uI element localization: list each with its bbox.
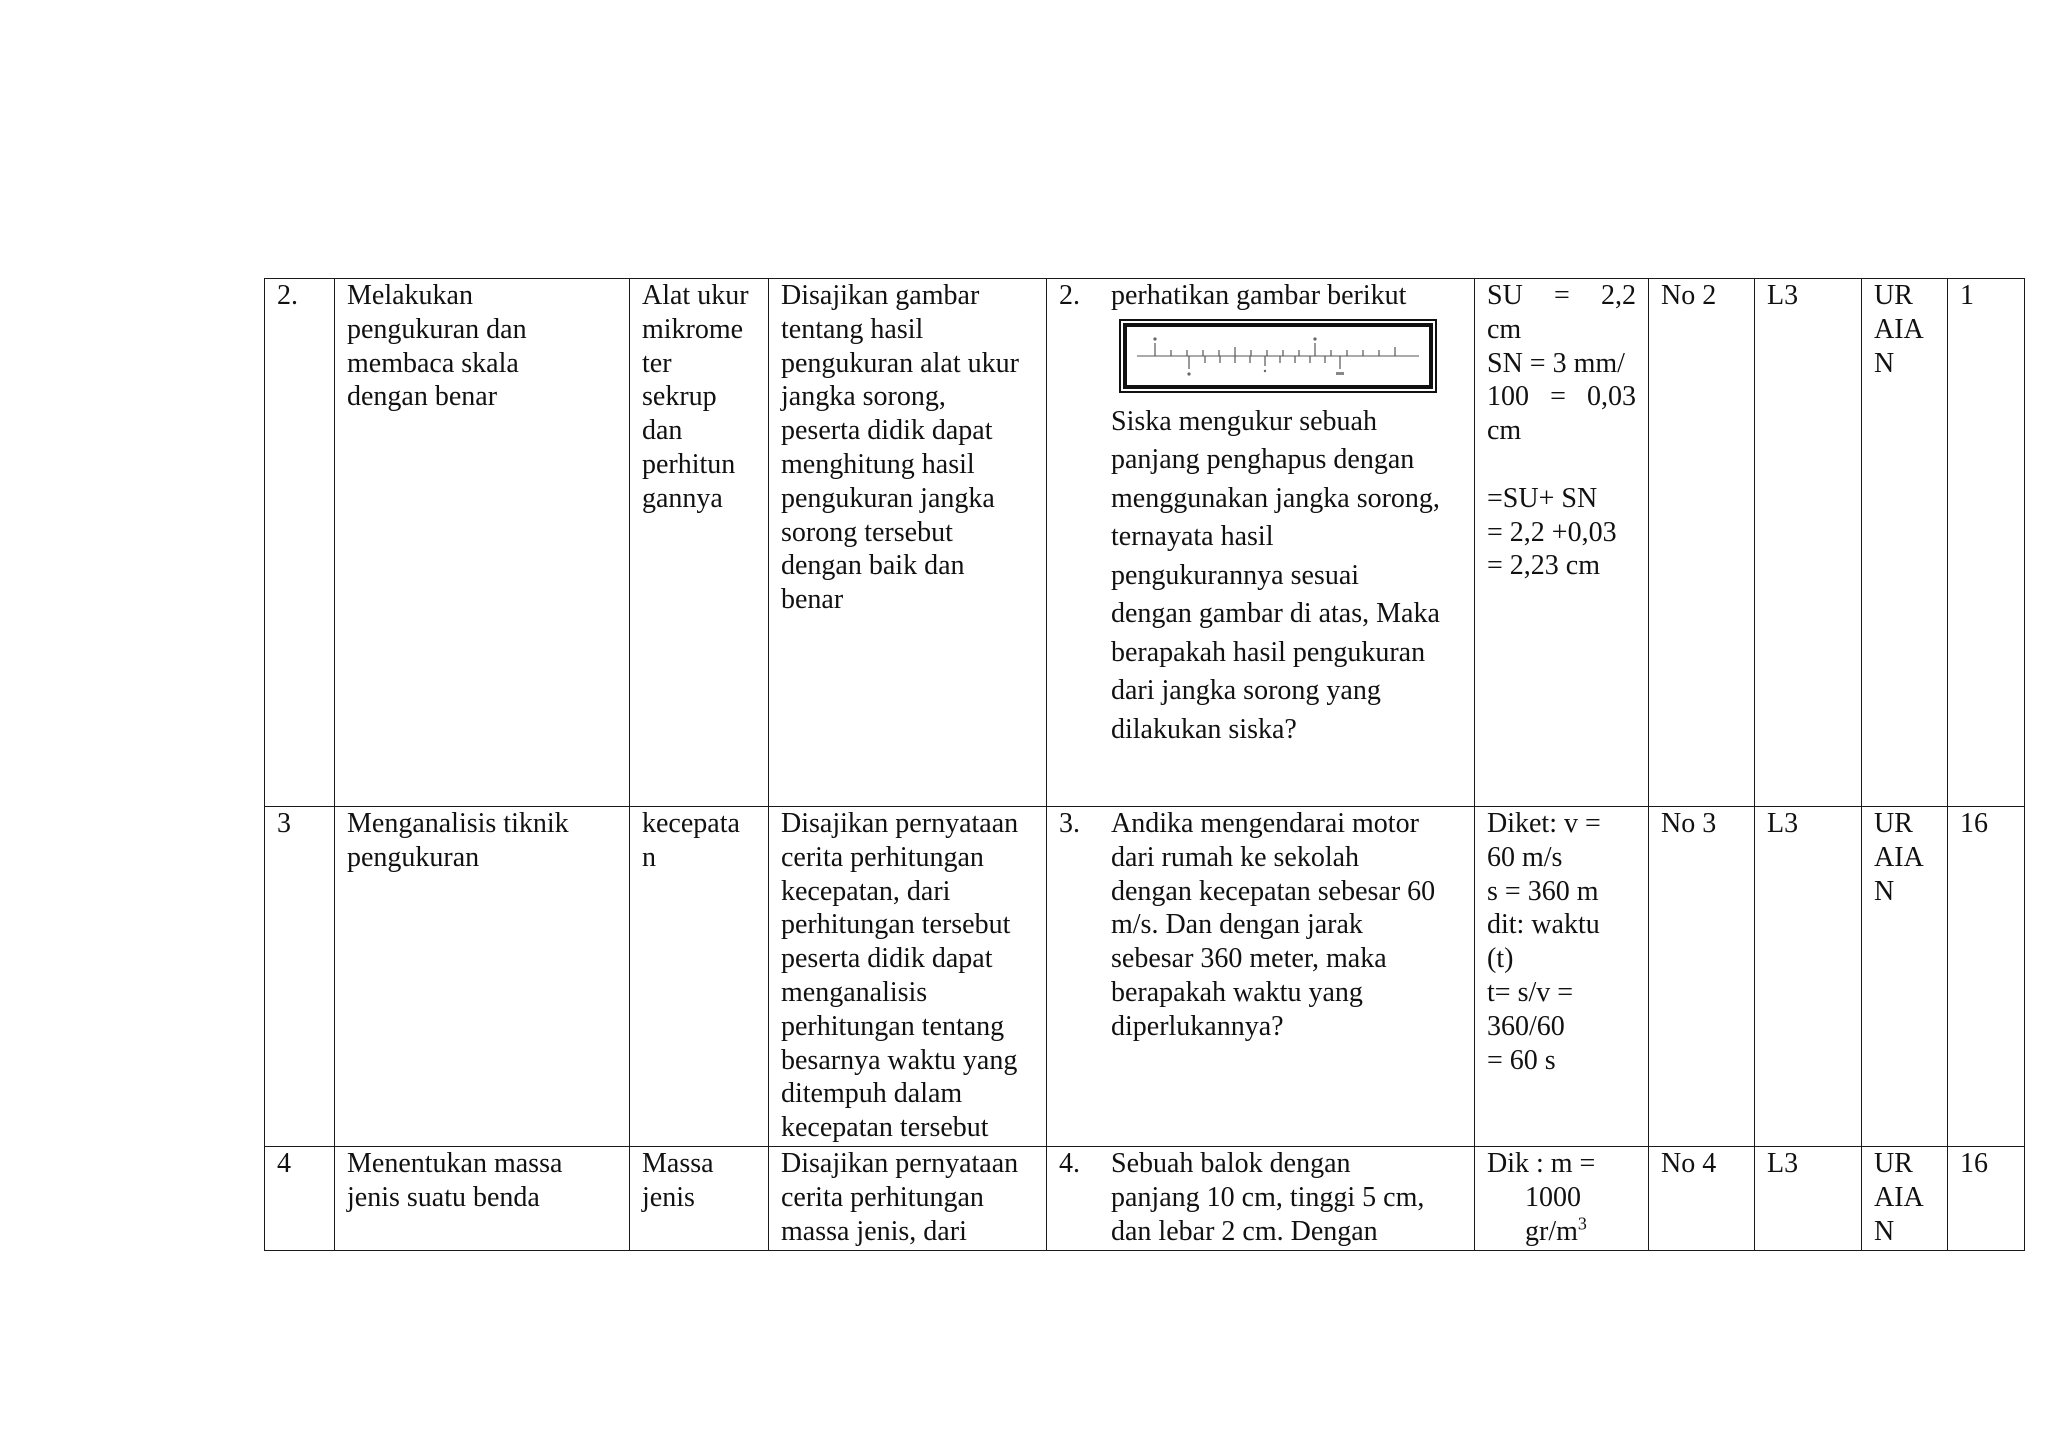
text-line: massa jenis, dari	[781, 1215, 967, 1247]
form-cell	[1862, 807, 1948, 1147]
text-line: dilakukan siska?	[1111, 713, 1297, 745]
answer-su-line: SU = 2,2	[1487, 280, 1636, 311]
level-cell: L3	[1755, 279, 1862, 807]
text-line: pengukuran jangka	[781, 482, 995, 514]
text-line: Dik : m =	[1487, 1148, 1596, 1179]
text-line: Disajikan gambar	[781, 280, 980, 311]
text-line: Menentukan massa	[347, 1148, 563, 1179]
text-line: peserta didik dapat	[781, 415, 993, 447]
text-line: perhitungan tentang	[781, 1010, 1005, 1042]
row-number: 2.	[265, 279, 335, 807]
text-line: 60 m/s	[1487, 841, 1563, 873]
row-number: 4	[265, 1147, 335, 1251]
text-line: Disajikan pernyataan	[781, 1148, 1019, 1179]
text-line: dengan benar	[347, 381, 498, 413]
text-line: ter	[642, 347, 672, 379]
text-line: ditempuh dalam	[781, 1078, 963, 1110]
text-line: $gr/m^3$	[1525, 1213, 1587, 1247]
text-line: dengan gambar di atas, Maka	[1111, 598, 1440, 630]
text-line: dit: waktu	[1487, 909, 1600, 941]
text-line: sebesar 360 meter, maka	[1111, 943, 1387, 975]
text-line: t= s/v =	[1487, 976, 1574, 1008]
text-line: m/s. Dan dengan jarak	[1111, 909, 1363, 941]
text-line: menganalisis	[781, 976, 928, 1008]
text-line: tentang hasil	[781, 313, 924, 345]
text-line: = 2,2 +0,03	[1487, 516, 1617, 548]
text-line: mikrome	[642, 313, 744, 345]
text-line: UR	[1874, 808, 1913, 839]
item-number-cell: No 2	[1649, 279, 1755, 807]
answer-cell	[1475, 807, 1649, 1147]
text-line: jangka sorong,	[781, 381, 946, 413]
question-cell	[1047, 279, 1475, 807]
text-line: AIA	[1874, 1181, 1924, 1213]
level-cell: L3	[1755, 1147, 1862, 1251]
text-line: pengukuran dan	[347, 313, 527, 345]
form-cell	[1862, 279, 1948, 807]
text-line: =SU+ SN	[1487, 482, 1598, 514]
text-line: = 60 s	[1487, 1044, 1556, 1076]
text-line: dari rumah ke sekolah	[1111, 841, 1360, 873]
text-line: UR	[1874, 1148, 1913, 1179]
text-line: panjang 10 cm, tinggi 5 cm,	[1111, 1181, 1425, 1213]
text-line: dari jangka sorong yang	[1111, 675, 1381, 707]
text-line: membaca skala	[347, 347, 519, 379]
assessment-grid-table	[264, 278, 2025, 1251]
text-line: jenis	[642, 1181, 695, 1213]
question-cell	[1047, 807, 1475, 1147]
text-line: cm	[1487, 313, 1522, 345]
text-line: UR	[1874, 280, 1913, 311]
text-line: Disajikan pernyataan	[781, 808, 1019, 839]
text-line: gannya	[642, 482, 723, 514]
text-line: besarnya waktu yang	[781, 1044, 1018, 1076]
text-line: Sebuah balok dengan	[1111, 1148, 1351, 1179]
text-line: diperlukannya?	[1111, 1010, 1284, 1042]
text-line: Andika mengendarai motor	[1111, 808, 1419, 839]
text-line: Siska mengukur sebuah	[1111, 405, 1377, 437]
text-line: dan	[642, 415, 683, 447]
text-line: pengukuran	[347, 841, 480, 873]
answer-cell	[1475, 279, 1649, 807]
answer-sn-line: 100 = 0,03	[1487, 381, 1636, 413]
text-line: Diket: v =	[1487, 808, 1601, 839]
question-number: 3.	[1059, 808, 1080, 839]
text-line: pengukuran alat ukur	[781, 347, 1019, 379]
competency-cell	[335, 1147, 630, 1251]
material-cell	[630, 807, 769, 1147]
table-row	[265, 807, 2025, 1147]
competency-cell	[335, 807, 630, 1147]
score-cell: 16	[1948, 1147, 2025, 1251]
superscript: 3	[1577, 1213, 1587, 1234]
row-number: 3	[265, 807, 335, 1147]
text-line: menghitung hasil	[781, 448, 975, 480]
text-line: Melakukan	[347, 280, 473, 311]
text-line: kecepatan tersebut	[781, 1112, 989, 1144]
score-cell: 16	[1948, 807, 2025, 1147]
text-line: cm	[1487, 415, 1522, 447]
text-line: cerita perhitungan	[781, 1181, 984, 1213]
text-line: dengan baik dan	[781, 550, 965, 582]
text-line: benar	[781, 584, 844, 616]
text-line: dan lebar 2 cm. Dengan	[1111, 1215, 1378, 1247]
table-row	[265, 1147, 2025, 1251]
answer-cell	[1475, 1147, 1649, 1251]
text-line: AIA	[1874, 313, 1924, 345]
text-line: kecepatan, dari	[781, 875, 951, 907]
text-line: panjang penghapus dengan	[1111, 444, 1415, 476]
text-line: SN = 3 mm/	[1487, 347, 1625, 379]
text-line: N	[1874, 347, 1895, 379]
text-line: AIA	[1874, 841, 1924, 873]
text-line: ternayata hasil	[1111, 521, 1274, 553]
text-line: perhitungan tersebut	[781, 909, 1011, 941]
text-line: pengukurannya sesuai	[1111, 559, 1360, 591]
form-cell	[1862, 1147, 1948, 1251]
question-number: 4.	[1059, 1148, 1080, 1179]
text-line: s = 360 m	[1487, 875, 1599, 907]
indicator-cell	[769, 279, 1047, 807]
vernier-caliper-scale-image	[1119, 319, 1437, 393]
score-cell: 1	[1948, 279, 2025, 807]
table-row	[265, 279, 2025, 807]
material-cell	[630, 1147, 769, 1251]
question-number: 2.	[1059, 280, 1080, 311]
text-line: = 2,23 cm	[1487, 550, 1600, 582]
text-line: N	[1874, 875, 1895, 907]
text-line: Massa	[642, 1148, 714, 1179]
level-cell: L3	[1755, 807, 1862, 1147]
text-line: perhitun	[642, 448, 736, 480]
text-line: 1000	[1525, 1181, 1581, 1213]
text-line: N	[1874, 1215, 1895, 1247]
indicator-cell	[769, 807, 1047, 1147]
item-number-cell: No 3	[1649, 807, 1755, 1147]
text-line: n	[642, 841, 656, 873]
text-line: cerita perhitungan	[781, 841, 984, 873]
text-line: 360/60	[1487, 1010, 1565, 1042]
text-line: berapakah waktu yang	[1111, 976, 1363, 1008]
text-line: Menganalisis tiknik	[347, 808, 569, 839]
competency-cell	[335, 279, 630, 807]
question-title: perhatikan gambar berikut	[1111, 280, 1407, 311]
text-line: jenis suatu benda	[347, 1181, 540, 1213]
text-line: dengan kecepatan sebesar 60	[1111, 875, 1436, 907]
indicator-cell	[769, 1147, 1047, 1251]
text-line: menggunakan jangka sorong,	[1111, 482, 1440, 514]
text-line: (t)	[1487, 943, 1514, 975]
text-line: sekrup	[642, 381, 717, 413]
text-line: Alat ukur	[642, 280, 749, 311]
text-line: sorong tersebut	[781, 516, 953, 548]
text-line: berapakah hasil pengukuran	[1111, 636, 1426, 668]
material-cell	[630, 279, 769, 807]
question-cell	[1047, 1147, 1475, 1251]
text-line: kecepata	[642, 808, 740, 839]
item-number-cell: No 4	[1649, 1147, 1755, 1251]
text-line: peserta didik dapat	[781, 943, 993, 975]
